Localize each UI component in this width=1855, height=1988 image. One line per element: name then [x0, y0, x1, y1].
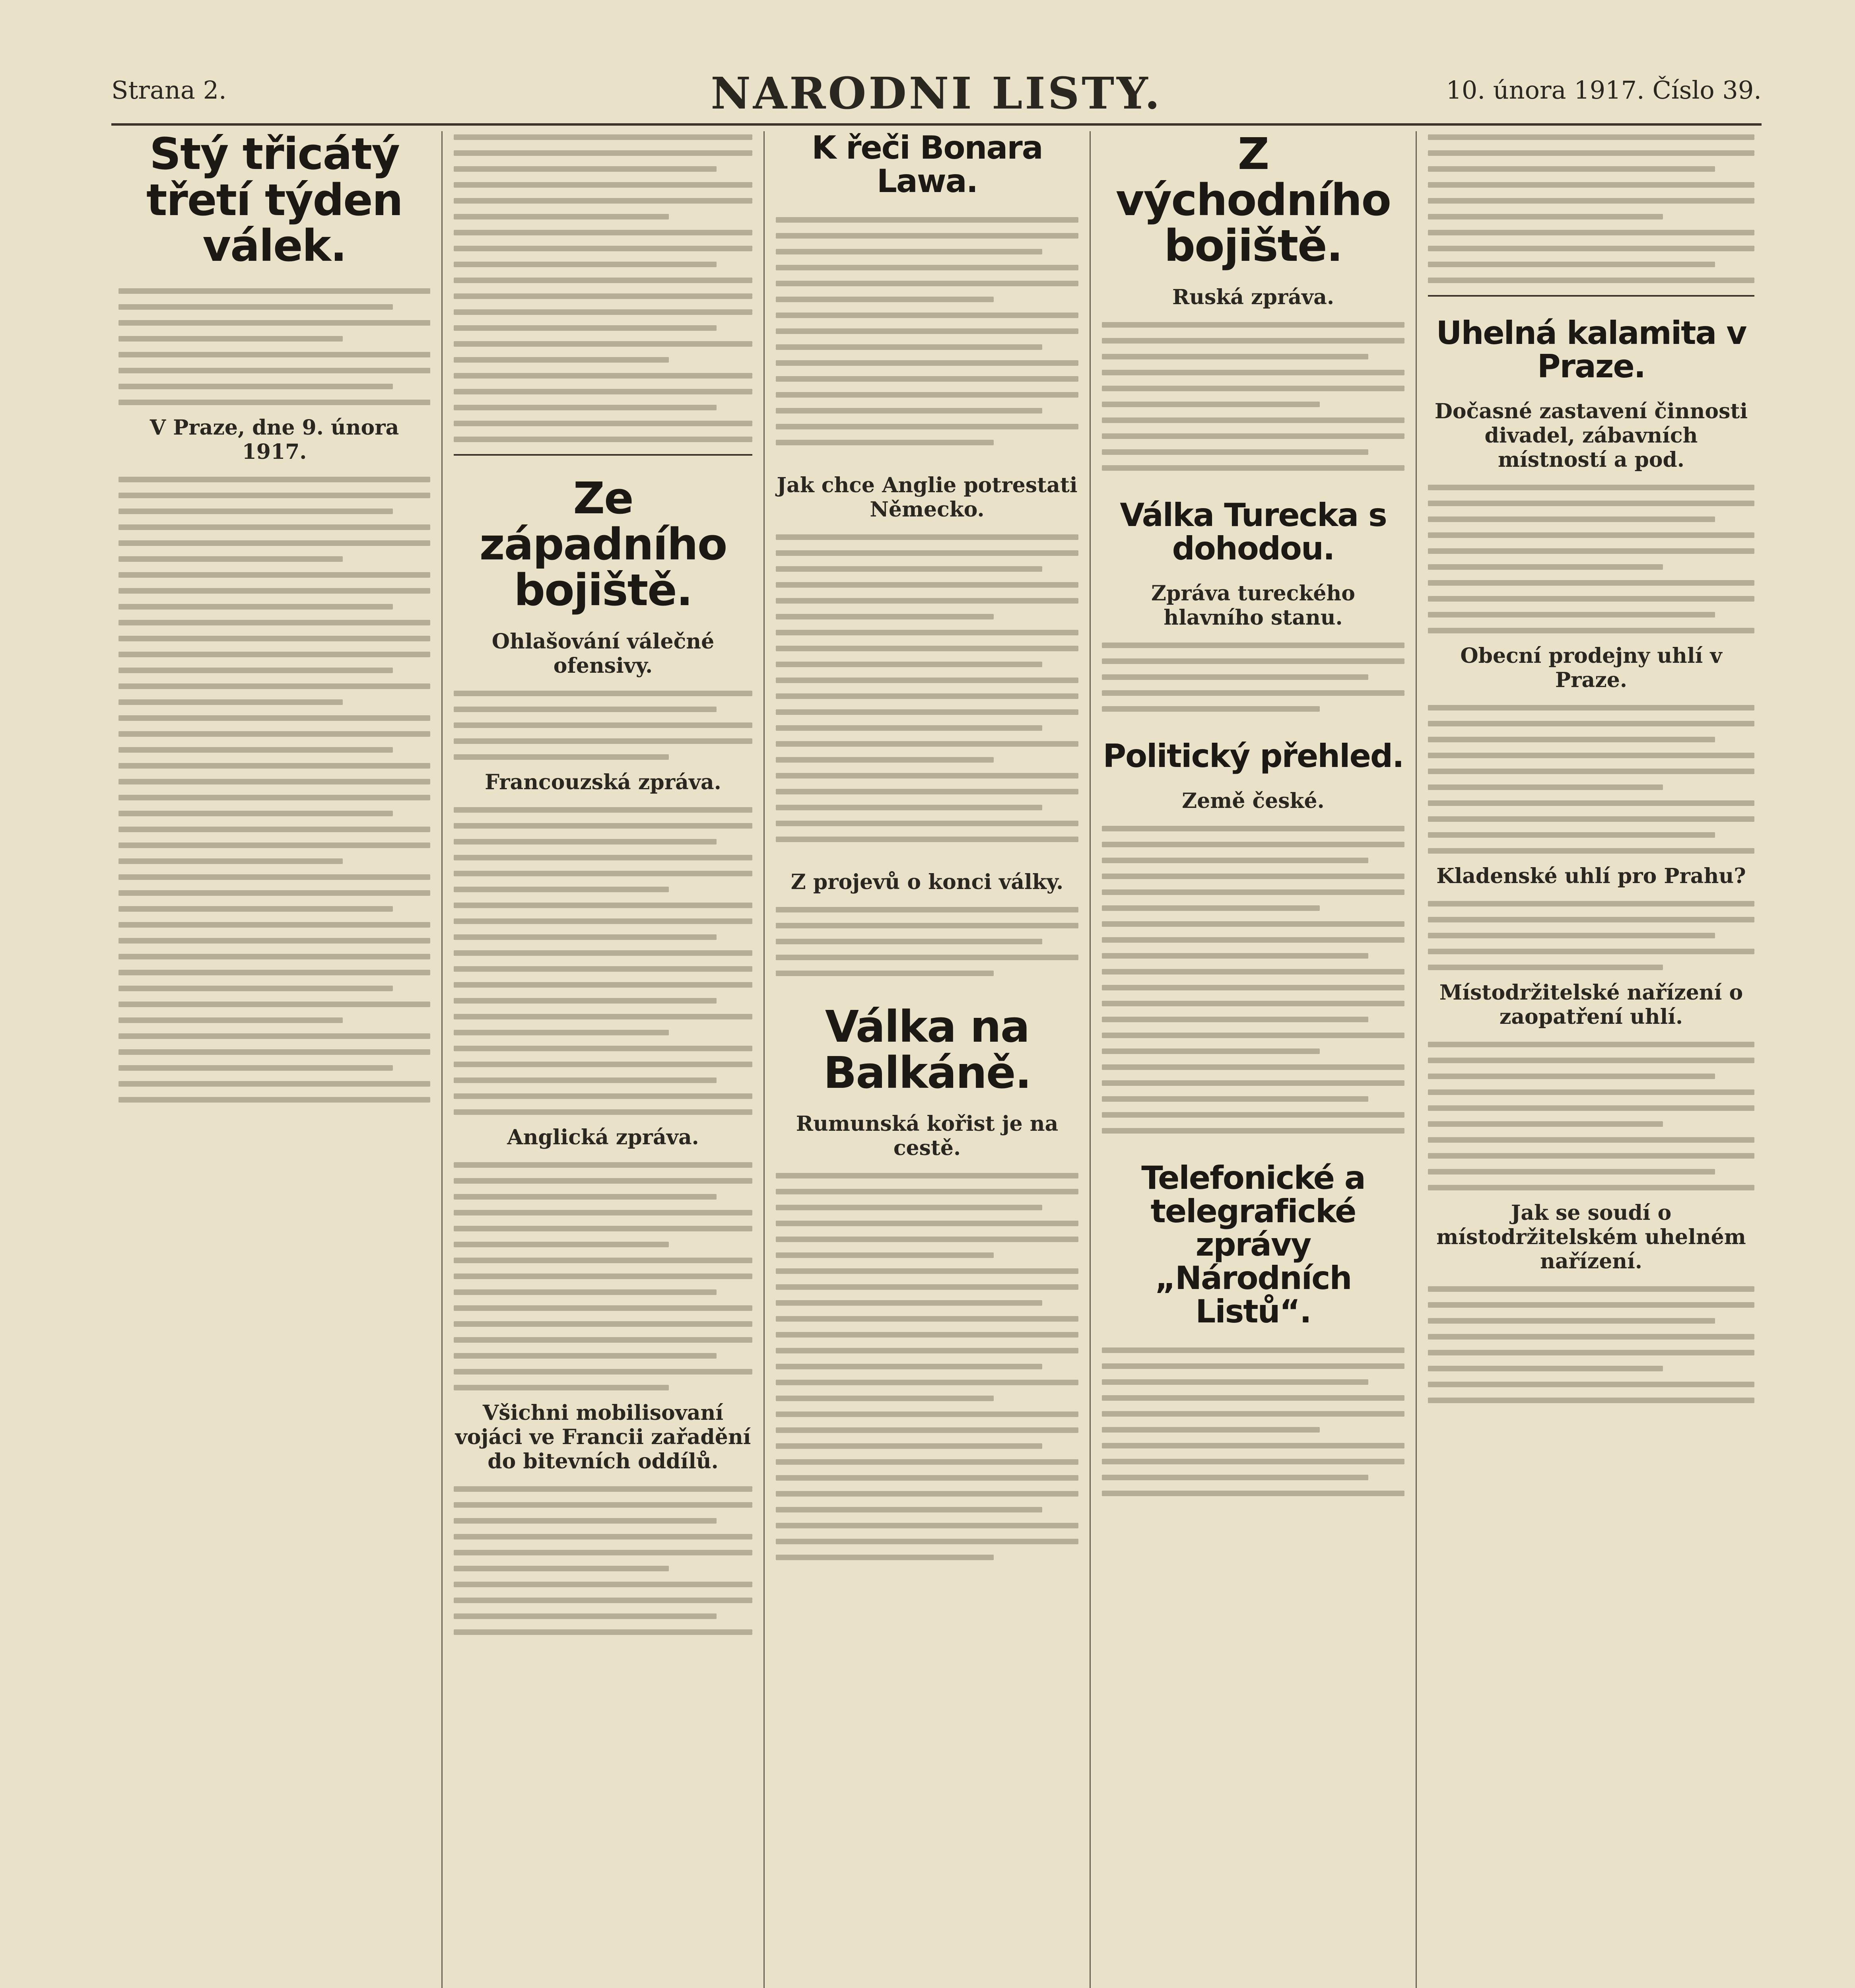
column-2 [441, 131, 763, 1988]
article-western-front [454, 473, 752, 1635]
headline: Válka Turecka s dohodou. [1120, 496, 1387, 567]
headline: Politický přehled. [1103, 737, 1404, 775]
subhead: Francouzská zpráva. [485, 770, 721, 794]
issue-date: 10. února 1917. Číslo 39. [1446, 76, 1762, 105]
subhead: Rumunská kořist je na cestě. [796, 1112, 1059, 1160]
article-body-placeholder [1102, 319, 1404, 471]
article-body-placeholder [454, 687, 752, 760]
headline: K řeči Bonara Lawa. [812, 129, 1043, 200]
article-punish-germany [776, 473, 1078, 842]
subhead: Ruská zpráva. [1172, 285, 1334, 309]
column-3 [763, 131, 1090, 1988]
subhead: Jak se soudí o místodržitelském uhelném nařízení. [1436, 1201, 1746, 1274]
dateline: V Praze, dne 9. února 1917. [150, 415, 399, 464]
article-body-placeholder [1102, 823, 1404, 1134]
subhead: Zpráva tureckého hlavního stanu. [1151, 581, 1355, 630]
headline: Stý třicátý třetí týden válek. [146, 128, 402, 271]
subhead: Kladenské uhlí pro Prahu? [1436, 864, 1746, 888]
article-body-placeholder [776, 904, 1078, 976]
article-body-placeholder [454, 131, 752, 442]
subhead: Anglická zpráva. [507, 1125, 699, 1149]
article-body-placeholder [1102, 1344, 1404, 1496]
article-political-overview [1102, 737, 1404, 1134]
page-label: Strana 2. [111, 76, 227, 105]
article-coal-calamity [1428, 316, 1754, 1403]
article-body-placeholder [776, 1170, 1078, 1560]
article-telegraph-news [1102, 1161, 1404, 1496]
article-war-week [118, 128, 430, 1103]
article-body-placeholder [1428, 131, 1754, 283]
article-body-placeholder [454, 1159, 752, 1390]
article-body-placeholder [1428, 898, 1754, 970]
article-body-placeholder [1428, 481, 1754, 633]
subhead: Ohlašování válečné ofensivy. [491, 629, 715, 678]
subhead: Země české. [1182, 788, 1325, 813]
subhead: Všichni mobilisovaní vojáci ve Francii zařadění do bitevních oddílů. [455, 1400, 751, 1474]
article-body-placeholder [776, 531, 1078, 842]
subhead: Dočasné zastavení činnosti divadel, zábavních místností a pod. [1434, 399, 1748, 472]
article-end-of-war [776, 870, 1078, 976]
article-body-placeholder [454, 804, 752, 1115]
article-balkans [776, 1001, 1078, 1560]
headline: Uhelná kalamita v Praze. [1436, 315, 1746, 385]
subhead: Obecní prodejny uhlí v Praze. [1460, 644, 1722, 692]
headline: Z projevů o konci války. [791, 870, 1064, 894]
headline: Jak chce Anglie potrestati Německo. [777, 473, 1078, 522]
column-4 [1090, 128, 1416, 1988]
headline: Z východního bojiště. [1115, 128, 1391, 271]
masthead [111, 64, 1762, 126]
subhead: Místodržitelské nařízení o zaopatření uhlí. [1439, 980, 1743, 1029]
article-body-placeholder [118, 474, 430, 1103]
article-body-placeholder [454, 1483, 752, 1635]
headline: Válka na Balkáně. [823, 1001, 1031, 1098]
article-body-placeholder [1428, 702, 1754, 854]
headline: Ze západního bojiště. [479, 473, 727, 615]
article-body-placeholder [1102, 639, 1404, 712]
column-5 [1416, 131, 1766, 1988]
column-1 [107, 128, 441, 1988]
article-body-placeholder [118, 285, 430, 405]
newspaper-title: NARODNI LISTY. [711, 68, 1162, 119]
headline: Telefonické a telegrafické zprávy „Národních Listů“. [1141, 1159, 1365, 1330]
article-body-placeholder [776, 214, 1078, 445]
article-bonar-law [776, 131, 1078, 445]
article-body-placeholder [1428, 1283, 1754, 1403]
article-body-placeholder [1428, 1039, 1754, 1190]
article-eastern-front [1102, 128, 1404, 471]
article-turkey-war [1102, 496, 1404, 712]
